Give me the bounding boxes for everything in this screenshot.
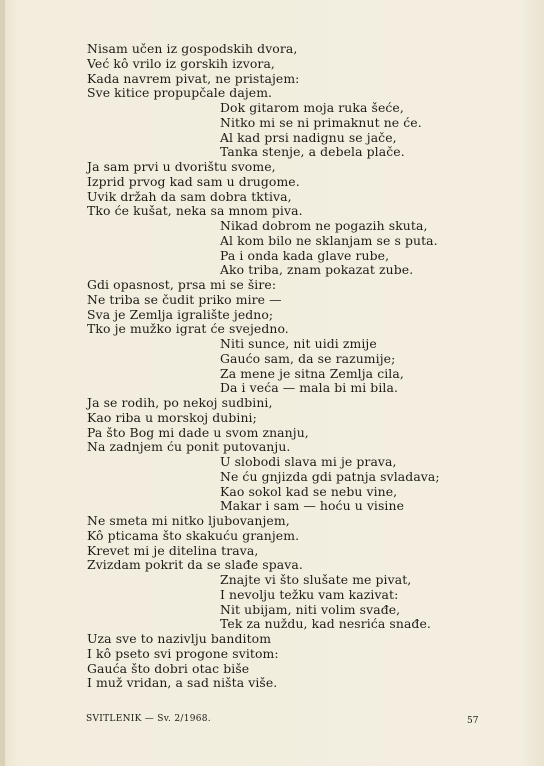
poem-line: Nit ubijam, niti volim svađe, [220, 601, 401, 617]
poem-line: Uvik držah da sam dobra tktiva, [87, 188, 292, 204]
poem-line: Tek za nuždu, kad nesrića snađe. [220, 616, 431, 632]
poem-line: Gaućo sam, da se razumije; [220, 350, 396, 366]
poem-line: Nikad dobrom ne pogazih skuta, [220, 218, 428, 233]
poem-line: Ne smeta mi nitko ljubovanjem, [87, 513, 290, 528]
poem-line: Na zadnjem ću ponit putovanju. [87, 439, 291, 455]
poem-line: Sve kitice propupčale dajem. [87, 85, 273, 101]
page-number: 57 [467, 716, 479, 726]
poem-line: U slobodi slava mi je prava, [220, 454, 397, 469]
poem-line: Za mene je sitna Zemlja cila, [220, 365, 404, 381]
poem-line: Da i veća — mala bi mi bila. [220, 380, 398, 396]
poem-line: Nisam učen iz gospodskih dvora, [87, 41, 298, 56]
poem-line: Al kom bilo ne sklanjam se s puta. [220, 232, 438, 248]
poem-line: Uza sve to nazivlju banditom [87, 631, 272, 646]
poem-line: Ja sam prvi u dvorištu svome, [87, 159, 276, 174]
poem-line: Ne triba se čudit priko mire — [87, 291, 282, 307]
poem-line: Zvizdam pokrit da se slađe spava. [87, 557, 303, 573]
poem-line: Al kad prsi nadignu se jače, [220, 129, 397, 145]
poem-line: Znajte vi što slušate me pivat, [220, 572, 412, 587]
poem-line: Izprid prvog kad sam u drugome. [87, 173, 300, 189]
poem-line: Tanka stenje, a debela plače. [220, 144, 405, 160]
journal-footer: SVITLENIK — Sv. 2/1968. [86, 714, 211, 724]
poem-line: Tko je mužko igrat će svejedno. [87, 321, 289, 337]
poem-line: Gauća što dobri otac biše [87, 660, 250, 676]
poem-line: Sva je Zemlja igralište jedno; [87, 306, 274, 322]
poem-line: I nevolju težku vam kazivat: [220, 586, 399, 602]
poem-line: I muž vridan, a sad ništa više. [87, 675, 278, 691]
poem-line: Pa i onda kada glave rube, [220, 247, 390, 263]
poem-line: Gdi opasnost, prsa mi se šire: [87, 277, 277, 292]
poem-line: Dok gitarom moja ruka šeće, [220, 100, 404, 115]
poem-line: Pa što Bog mi dade u svom znanju, [87, 424, 309, 440]
poem-line: Ako triba, znam pokazat zube. [220, 262, 414, 278]
poem-line: Kao riba u morskoj dubini; [87, 409, 257, 425]
poem-line: Ja se rodih, po nekoj sudbini, [87, 395, 273, 410]
poem-line: Kada navrem pivat, ne pristajem: [87, 70, 300, 86]
poem-line: I kô pseto svi progone svitom: [87, 645, 279, 661]
poem-line: Niti sunce, nit uidi zmije [220, 336, 377, 351]
poem-line: Tko će kušat, neka sa mnom piva. [87, 203, 303, 219]
poem-line: Ne ću gnjizda gdi patnja svladava; [220, 468, 440, 484]
poem-line: Kô pticama što skakuću granjem. [87, 527, 300, 543]
poem-line: Makar i sam — hoću u visine [220, 498, 405, 514]
poem-line: Kao sokol kad se nebu vine, [220, 483, 398, 499]
poem-line: Krevet mi je ditelina trava, [87, 542, 259, 558]
poem-line: Nitko mi se ni primaknut ne će. [220, 114, 422, 130]
poem-line: Već kô vrilo iz gorskih izvora, [87, 55, 275, 71]
